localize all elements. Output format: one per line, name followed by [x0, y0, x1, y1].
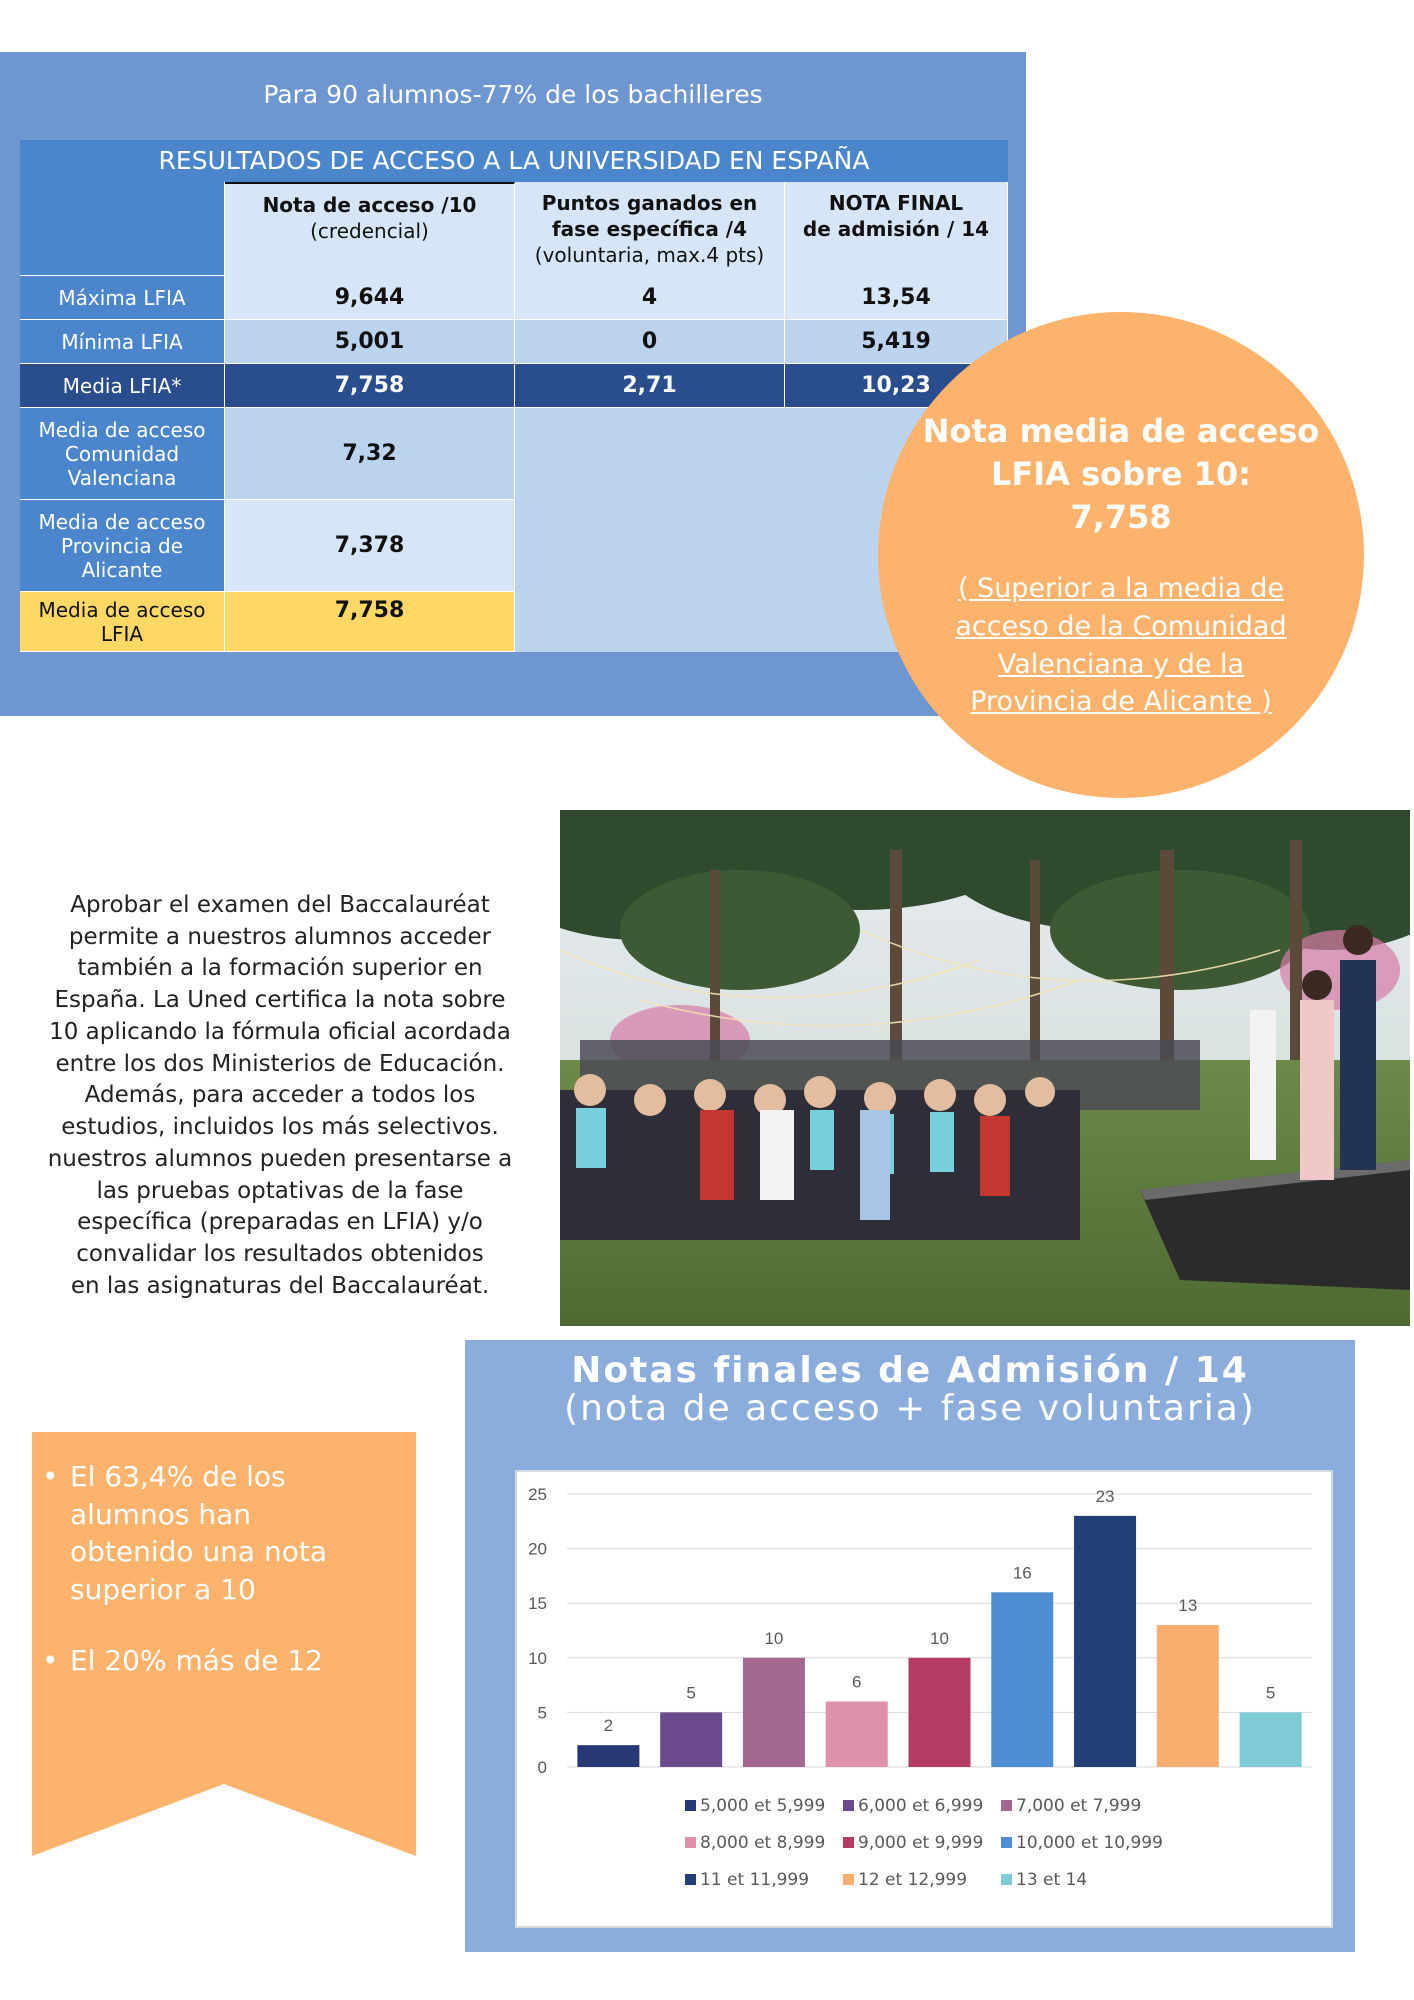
bar — [991, 1592, 1053, 1767]
intro-paragraph: Aprobar el examen del Baccalauréat permite a nuestros alumnos acceder también a la formación superior en España. La Uned certifica la nota sobre 10 aplicando la fórmula oficial acordada entre los dos Ministerios de Educación. Además, para acceder a todos los estudios, incluidos los más selectivos. nuestros alumnos pueden presentarse a las pruebas optativas de la fase específica (preparadas en LFIA) y/o convalidar los resultados obtenidos en las asignaturas del Baccalauréat. — [47, 892, 513, 1299]
minima-nota: 5,001 — [225, 320, 515, 364]
data-label: 2 — [603, 1716, 614, 1736]
legend-swatch — [843, 1874, 854, 1885]
legend-item — [1001, 1870, 1087, 1890]
header-nota-acceso: Nota de acceso /10 (credencial) — [225, 182, 515, 276]
row-label-provincia: Media de acceso Provincia de Alicante — [20, 500, 225, 592]
legend-swatch — [685, 1874, 696, 1885]
legend-swatch — [843, 1837, 854, 1848]
legend-swatch — [685, 1837, 696, 1848]
media-puntos: 2,71 — [515, 364, 785, 408]
bar — [1240, 1712, 1302, 1767]
row-label-comunidad: Media de acceso Comunidad Valenciana — [20, 408, 225, 500]
legend-label: 12 et 12,999 — [858, 1870, 968, 1890]
bar — [909, 1658, 971, 1767]
y-tick-label: 10 — [528, 1648, 547, 1668]
legend-item — [1001, 1833, 1163, 1853]
average-score-circle — [878, 312, 1364, 798]
stat-item-above-10: • El 63,4% de los alumnos han obtenido una nota superior a 10 — [70, 1458, 400, 1608]
row-label-maxima: Máxima LFIA — [20, 276, 225, 320]
legend-swatch — [685, 1800, 696, 1811]
media-nota: 7,758 — [225, 364, 515, 408]
bar — [1074, 1516, 1136, 1767]
y-tick-label: 5 — [537, 1703, 547, 1723]
data-label: 6 — [851, 1672, 862, 1692]
results-table — [20, 140, 1008, 652]
provincia-nota: 7,378 — [225, 500, 515, 592]
header-empty-cell — [20, 182, 225, 276]
y-tick-label: 25 — [528, 1485, 547, 1504]
data-label: 10 — [930, 1628, 949, 1648]
legend-item — [843, 1833, 983, 1853]
legend-item — [685, 1796, 825, 1816]
legend-label: 5,000 et 5,999 — [700, 1796, 826, 1816]
bar-chart-svg — [517, 1472, 1331, 1926]
legend-label: 8,000 et 8,999 — [700, 1833, 826, 1853]
legend-item — [685, 1870, 809, 1890]
legend-item — [1001, 1796, 1141, 1816]
data-label: 16 — [1012, 1563, 1032, 1583]
data-label: 5 — [1265, 1683, 1276, 1703]
legend-label: 9,000 et 9,999 — [858, 1833, 984, 1853]
stats-list — [70, 1458, 400, 1714]
legend-item — [843, 1870, 967, 1890]
panel-caption: Para 90 alumnos-77% de los bachilleres — [263, 80, 763, 109]
media-final: 10,23 — [785, 364, 1008, 408]
legend-swatch — [1001, 1874, 1012, 1885]
maxima-final: 13,54 — [785, 276, 1008, 320]
bar — [743, 1658, 805, 1767]
legend-label: 7,000 et 7,999 — [1016, 1796, 1142, 1816]
legend-swatch — [1001, 1837, 1012, 1848]
y-tick-label: 0 — [537, 1758, 547, 1777]
circle-note-link[interactable]: ( Superior a la media de acceso de la Comunidad Valenciana y de la Provincia de Alicante ) — [955, 573, 1287, 718]
chart-panel — [465, 1340, 1355, 1952]
data-label: 23 — [1095, 1486, 1115, 1506]
maxima-puntos: 4 — [515, 276, 785, 320]
bar — [660, 1712, 722, 1767]
minima-puntos: 0 — [515, 320, 785, 364]
legend-item — [843, 1796, 983, 1816]
row-label-minima: Mínima LFIA — [20, 320, 225, 364]
maxima-nota: 9,644 — [225, 276, 515, 320]
y-tick-label: 20 — [528, 1539, 547, 1559]
bar — [577, 1745, 639, 1767]
legend-label: 6,000 et 6,999 — [858, 1796, 984, 1816]
legend-swatch — [1001, 1800, 1012, 1811]
bar — [1157, 1625, 1219, 1767]
legend-swatch — [843, 1800, 854, 1811]
bar — [826, 1701, 888, 1767]
lfia-nota: 7,758 — [225, 592, 515, 652]
data-label: 13 — [1178, 1596, 1198, 1616]
graduation-ceremony-photo — [560, 810, 1410, 1326]
row-label-lfia: Media de acceso LFIA — [20, 592, 225, 652]
legend-label: 11 et 11,999 — [700, 1870, 810, 1890]
row-label-media: Media LFIA* — [20, 364, 225, 408]
header-nota-final: NOTA FINAL de admisión / 14 — [785, 182, 1008, 276]
comunidad-nota: 7,32 — [225, 408, 515, 500]
table-title: RESULTADOS DE ACCESO A LA UNIVERSIDAD EN ESPAÑA — [20, 140, 1008, 182]
legend-item — [685, 1833, 825, 1853]
data-label: 10 — [764, 1628, 784, 1648]
chart-title: Notas finales de Admisión / 14 (nota de acceso + fase voluntaria) — [564, 1350, 1256, 1429]
legend-label: 13 et 14 — [1016, 1870, 1088, 1890]
data-label: 5 — [686, 1683, 696, 1703]
minima-final: 5,419 — [785, 320, 1008, 364]
stat-item-above-12: • El 20% más de 12 — [70, 1642, 400, 1680]
legend-label: 10,000 et 10,999 — [1016, 1833, 1163, 1853]
y-tick-label: 15 — [528, 1594, 547, 1614]
circle-title: Nota media de acceso LFIA sobre 10: 7,758 — [922, 412, 1320, 537]
header-puntos-fase: Puntos ganados en fase específica /4 (voluntaria, max.4 pts) — [515, 182, 785, 276]
bar-chart — [515, 1470, 1333, 1928]
